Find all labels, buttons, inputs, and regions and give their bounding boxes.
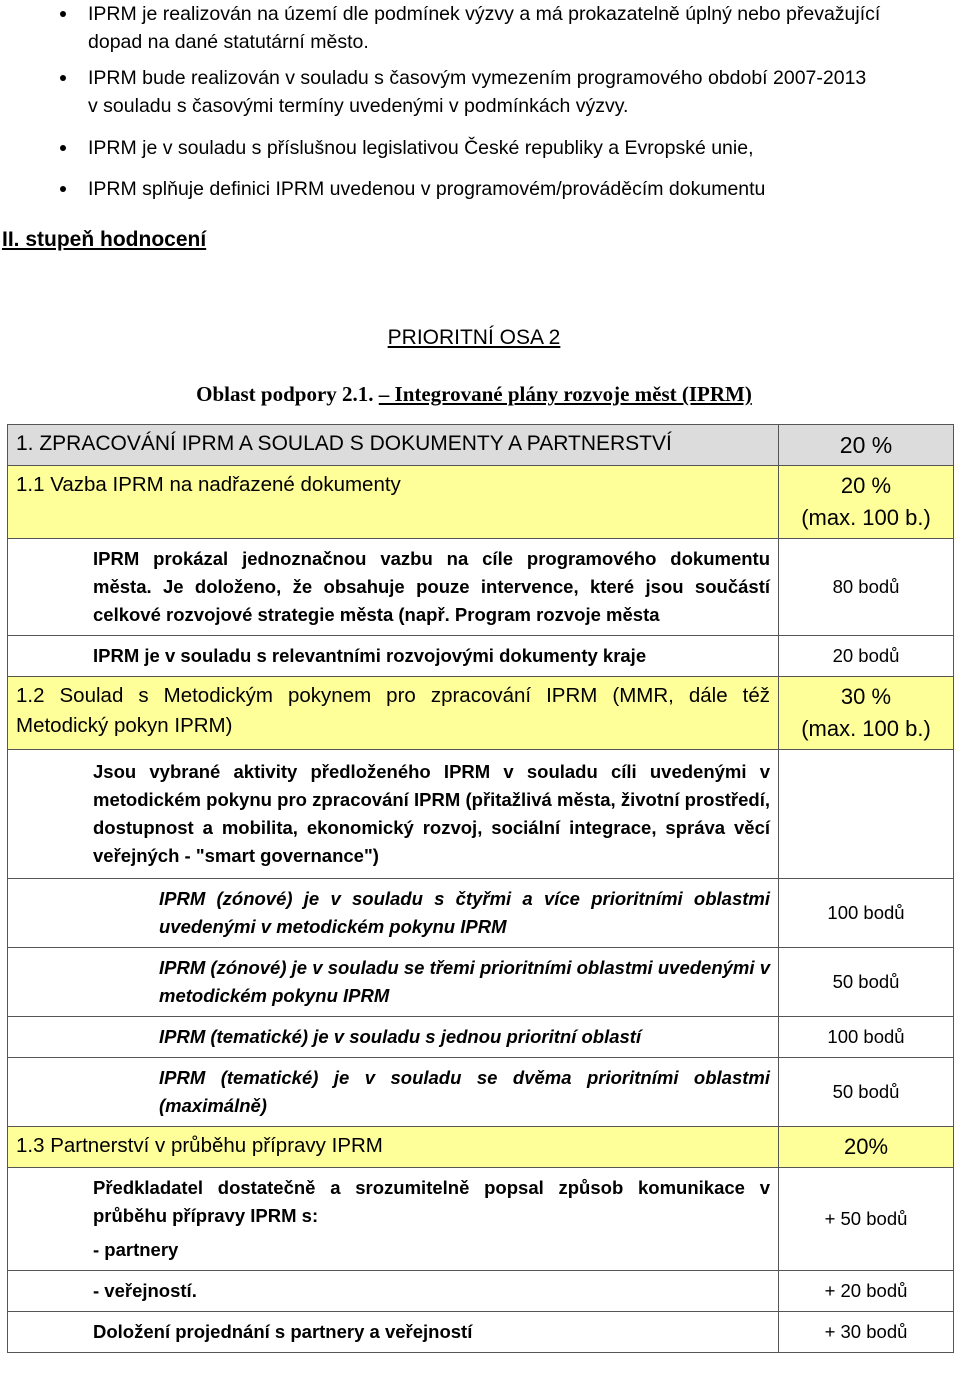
bullet-item xyxy=(88,175,928,203)
points-value: 50 bodů xyxy=(779,948,954,1017)
criterion-text: IPRM (tematické) je v souladu s jednou prioritní oblastí xyxy=(8,1017,779,1058)
points-value: 100 bodů xyxy=(779,1017,954,1058)
criterion-title: 1.2 Soulad s Metodickým pokynem pro zpracování IPRM (MMR, dále též Metodický pokyn IPRM) xyxy=(8,677,779,750)
criterion-title: 1.3 Partnerství v průběhu přípravy IPRM xyxy=(8,1127,779,1168)
table-row xyxy=(8,1271,954,1312)
criterion-text: Doložení projednání s partnery a veřejností xyxy=(8,1312,779,1353)
table-row xyxy=(8,677,954,750)
points-value: 80 bodů xyxy=(779,539,954,636)
bullet-line: dopad na dané statutární město. xyxy=(88,31,369,53)
table-row xyxy=(8,1017,954,1058)
criterion-weight xyxy=(779,466,954,539)
criterion-text: IPRM je v souladu s relevantními rozvojovými dokumenty kraje xyxy=(8,636,779,677)
support-area-name: – Integrované plány rozvoje měst (IPRM) xyxy=(378,382,752,406)
section-heading: II. stupeň hodnocení xyxy=(2,228,207,251)
bullet-item xyxy=(88,0,928,56)
bullet-dot-icon xyxy=(60,145,66,151)
bullet-item xyxy=(88,134,928,162)
support-area-title xyxy=(0,382,948,407)
criterion-text-sub: - partnery xyxy=(93,1239,179,1260)
table-row xyxy=(8,948,954,1017)
points-value: 50 bodů xyxy=(779,1058,954,1127)
table-row xyxy=(8,425,954,466)
criterion-text: IPRM (zónové) je v souladu s čtyřmi a více prioritními oblastmi uvedenými v metodickém pokynu IPRM xyxy=(8,879,779,948)
section-percent: 20 % xyxy=(779,425,954,466)
criterion-text: IPRM (zónové) je v souladu se třemi prioritními oblastmi uvedenými v metodickém pokynu IPRM xyxy=(8,948,779,1017)
section-title: 1. ZPRACOVÁNÍ IPRM A SOULAD S DOKUMENTY A PARTNERSTVÍ xyxy=(8,425,779,466)
criterion-max: (max. 100 b.) xyxy=(801,716,931,741)
priority-axis-title: PRIORITNÍ OSA 2 xyxy=(387,326,561,349)
points-value: 20 bodů xyxy=(779,636,954,677)
points-value: + 20 bodů xyxy=(779,1271,954,1312)
criterion-title: 1.1 Vazba IPRM na nadřazené dokumenty xyxy=(8,466,779,539)
points-value: + 50 bodů xyxy=(779,1168,954,1271)
table-row xyxy=(8,539,954,636)
criterion-percent: 30 % xyxy=(840,684,892,709)
criterion-text: IPRM prokázal jednoznačnou vazbu na cíle programového dokumentu města. Je doloženo, že obsahuje pouze intervence, které jsou součástí celkové rozvojové strategie města (např. Program rozvoje města xyxy=(8,539,779,636)
support-area-prefix: Oblast podpory 2.1. xyxy=(196,382,379,406)
table-row xyxy=(8,1058,954,1127)
bullet-item xyxy=(88,64,928,120)
evaluation-table xyxy=(7,424,954,1353)
table-row xyxy=(8,879,954,948)
bullet-dot-icon xyxy=(60,186,66,192)
criterion-text-main: Předkladatel dostatečně a srozumitelně popsal způsob komunikace v průběhu přípravy IPRM s: xyxy=(93,1177,770,1226)
table-row xyxy=(8,636,954,677)
bullet-line: IPRM je v souladu s příslušnou legislativou České republiky a Evropské unie, xyxy=(88,137,754,159)
bullet-dot-icon xyxy=(60,75,66,81)
table-row xyxy=(8,750,954,879)
criterion-percent: 20% xyxy=(779,1127,954,1168)
table-row xyxy=(8,1127,954,1168)
criterion-text: IPRM (tematické) je v souladu se dvěma prioritními oblastmi (maximálně) xyxy=(8,1058,779,1127)
bullet-dot-icon xyxy=(60,11,66,17)
table-row xyxy=(8,1168,954,1271)
bullet-line: IPRM bude realizován v souladu s časovým vymezením programového období 2007-2013 xyxy=(88,67,867,89)
bullet-line: v souladu s časovými termíny uvedenými v podmínkách výzvy. xyxy=(88,95,629,117)
empty-cell xyxy=(779,750,954,879)
criterion-weight xyxy=(779,677,954,750)
bullet-line: IPRM splňuje definici IPRM uvedenou v programovém/prováděcím dokumentu xyxy=(88,178,766,200)
criterion-text: - veřejností. xyxy=(8,1271,779,1312)
criterion-max: (max. 100 b.) xyxy=(801,505,931,530)
bullet-line: IPRM je realizován na území dle podmínek výzvy a má prokazatelně úplný nebo převažující xyxy=(88,3,881,25)
points-value: + 30 bodů xyxy=(779,1312,954,1353)
points-value: 100 bodů xyxy=(779,879,954,948)
criterion-percent: 20 % xyxy=(840,473,892,498)
table-row xyxy=(8,466,954,539)
criterion-intro: Jsou vybrané aktivity předloženého IPRM v souladu cíli uvedenými v metodickém pokynu pro zpracování IPRM (přitažlivá města, životní prostředí, dostupnost a mobilita, ekonomický rozvoj, sociální integrace, správa věcí veřejných - "smart governance") xyxy=(8,750,779,879)
criterion-text xyxy=(8,1168,779,1271)
table-row xyxy=(8,1312,954,1353)
